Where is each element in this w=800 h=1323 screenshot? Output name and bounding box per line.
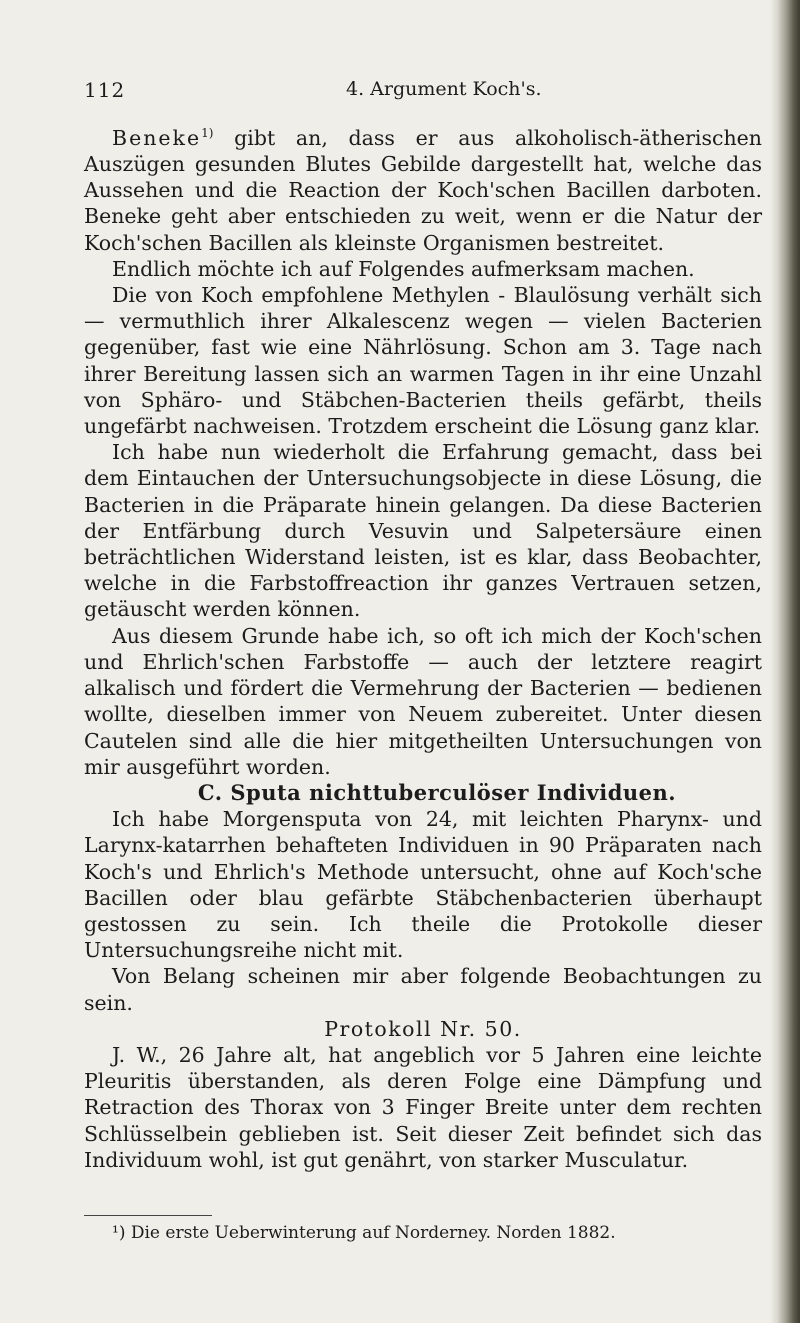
protocol-heading [84, 1016, 762, 1042]
protocol-heading-text: Protokoll Nr. 50. [324, 1016, 522, 1041]
page-edge-shadow [770, 0, 800, 1323]
paragraph-5: Aus diesem Grunde habe ich, so oft ich mich der Koch'schen und Ehrlich'schen Farbstoffe — auch der letztere reagirt alkalisch und fördert die Vermehrung der Bacterien — bedienen wollte, dieselben immer von Neuem zubereitet. Unter diesen Cautelen sind alle die hier mitgetheilten Untersuchungen von mir ausgeführt worden. [84, 623, 762, 779]
paragraph-3: Die von Koch empfohlene Methylen - Blaulösung verhält sich — vermuthlich ihrer Alkalescenz wegen — vielen Bacterien gegenüber, fast wie eine Nährlösung. Schon am 3. Tage nach ihrer Bereitung lassen sich an warmen Tagen in ihr eine Unzahl von Sphäro- und Stäbchen-Bacterien theils gefärbt, theils ungefärbt nachweisen. Trotzdem erscheint die Lösung ganz klar. [84, 283, 762, 439]
footnote-rule [84, 1215, 212, 1216]
running-title: 4. Argument Koch's. [346, 78, 542, 100]
page-number: 112 [84, 78, 126, 102]
paragraph-4: Ich habe nun wiederholt die Erfahrung gemacht, dass bei dem Eintauchen der Untersuchungsobjecte in diese Lösung, die Bacterien in die Präparate hinein gelangen. Da diese Bacterien der Entfärbung durch Vesuvin und Salpetersäure einen beträchtlichen Widerstand leisten, ist es klar, dass Beobachter, welche in die Farbstoffreaction ihr ganzes Vertrauen setzen, getäuscht werden können. [84, 440, 762, 622]
paragraph-1 [84, 120, 762, 256]
body-text [84, 120, 762, 1173]
paragraph-7: Von Belang scheinen mir aber folgende Beobachtungen zu sein. [84, 964, 762, 1015]
footnote-marker: 1) [201, 126, 214, 140]
running-header [84, 78, 710, 108]
paragraph-6: Ich habe Morgensputa von 24, mit leichten Pharynx- und Larynx-katarrhen behafteten Individuen in 90 Präparaten nach Koch's und Ehrlich's Methode untersucht, ohne auf Koch'sche Bacillen oder blau gefärbte Stäbchenbacterien überhaupt gestossen zu sein. Ich theile die Protokolle dieser Untersuchungsreihe nicht mit. [84, 807, 762, 963]
paragraph-2: Endlich möchte ich auf Folgendes aufmerksam machen. [112, 256, 695, 281]
section-title: C. Sputa nichttuberculöser Individuen. [197, 779, 677, 805]
footnote: ¹) Die erste Ueberwinterung auf Norderney. Norden 1882. [112, 1223, 616, 1243]
paragraph-1-text: gibt an, dass er aus alkoholisch-ätherischen Auszügen gesunden Blutes Gebilde dargestellt hat, welche das Aussehen und die Reaction der Koch'schen Bacillen darboten. Beneke geht aber entschieden zu weit, wenn er die Natur der Koch'schen Bacillen als kleinste Organismen bestreitet. [84, 125, 762, 255]
author-name-beneke: Beneke [112, 125, 202, 150]
paragraph-8: J. W., 26 Jahre alt, hat angeblich vor 5 Jahren eine leichte Pleuritis überstanden, als deren Folge eine Dämpfung und Retraction des Thorax von 3 Finger Breite unter dem rechten Schlüsselbein geblieben ist. Seit dieser Zeit befindet sich das Individuum wohl, ist gut genährt, von starker Musculatur. [84, 1042, 762, 1172]
